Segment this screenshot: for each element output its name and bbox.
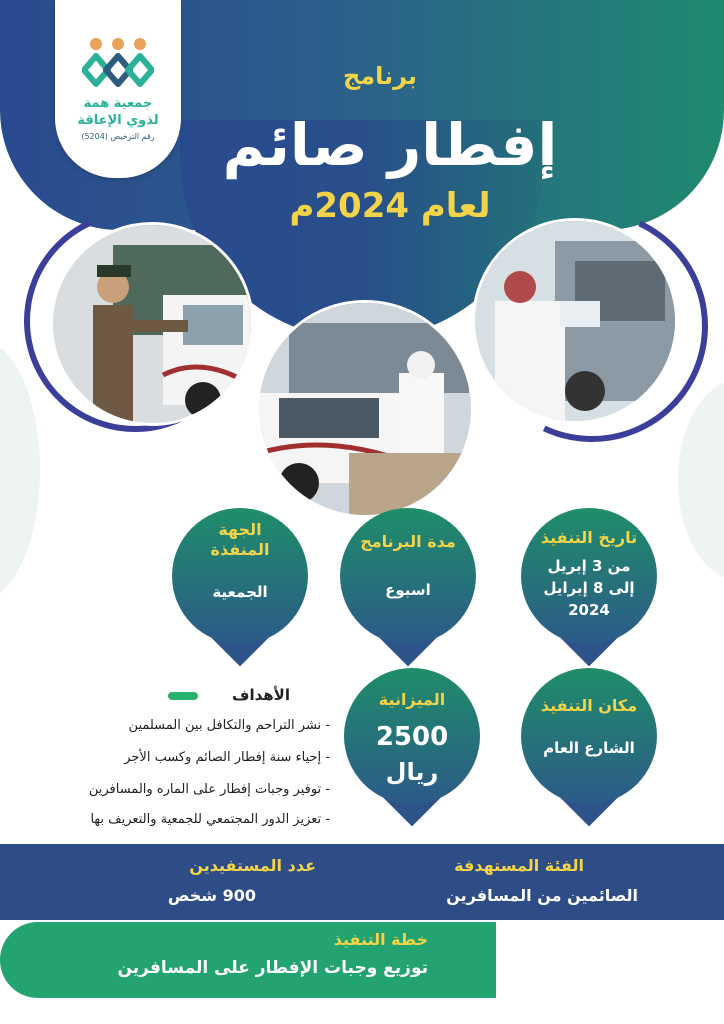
goal-item: - توفير وجبات إفطار على الماره والمسافرين	[88, 782, 330, 797]
executing-party-value: الجمعية	[212, 583, 268, 601]
organization-logo-icon	[82, 36, 154, 94]
card-execution-date	[521, 508, 657, 666]
execution-location-value: الشارع العام	[543, 739, 635, 757]
goal-item: - نشر التراحم والتكافل بين المسلمين	[128, 718, 330, 733]
program-duration-title: مدة البرنامج	[360, 532, 456, 551]
execution-plan-value: توزيع وجبات الإفطار على المسافرين	[117, 958, 428, 978]
card-execution-location	[521, 668, 657, 826]
goals-heading: الأهداف	[232, 686, 290, 704]
program-duration-value: اسبوع	[385, 581, 431, 599]
budget-title: الميزانية	[378, 690, 446, 709]
execution-plan-band	[0, 922, 496, 998]
photo-officer-distributing	[50, 222, 254, 426]
right-decor-circle	[678, 380, 724, 580]
execution-date-year: 2024	[568, 601, 610, 619]
execution-date-title: تاريخ التنفيذ	[540, 528, 638, 547]
target-group-title: الفئة المستهدفة	[454, 856, 584, 875]
organization-logo	[55, 0, 181, 178]
execution-date-to: إلى 8 إبرايل	[543, 579, 635, 597]
card-program-duration	[340, 508, 476, 666]
photo-volunteer2-image	[475, 221, 675, 421]
goal-item: - إحياء سنة إفطار الصائم وكسب الأجر	[124, 750, 330, 765]
organization-registration: رقم الترخيص (5204)	[81, 132, 155, 141]
execution-location-title: مكان التنفيذ	[540, 696, 638, 715]
executing-party-title-1: الجهة	[218, 520, 262, 539]
photo-officer-image	[53, 225, 251, 423]
target-group-value: الصائمين من المسافرين	[446, 886, 638, 905]
execution-date-from: من 3 إبريل	[547, 557, 631, 575]
goal-item: - تعزيز الدور المجتمعي للجمعية والتعريف بها	[90, 812, 330, 827]
organization-subtitle: لذوي الإعاقة	[77, 113, 159, 128]
photo-volunteer-window	[472, 218, 678, 424]
target-beneficiaries-band	[0, 844, 724, 920]
budget-amount: 2500	[375, 722, 449, 752]
card-budget	[344, 668, 480, 826]
beneficiaries-value: 900 شخص	[167, 886, 256, 905]
beneficiaries-title: عدد المستفيدين	[189, 856, 316, 875]
left-decor-circle	[0, 340, 40, 600]
program-title: إفطار صائم	[222, 111, 558, 179]
organization-name: جمعية همة	[83, 96, 153, 111]
program-label: برنامج	[342, 62, 418, 90]
photo-volunteer-image	[259, 303, 471, 515]
execution-plan-title: خطة التنفيذ	[333, 930, 428, 949]
card-executing-party	[172, 508, 308, 666]
executing-party-title-2: المنفذة	[210, 540, 270, 559]
budget-currency: ريال	[385, 758, 439, 786]
photo-volunteer-car	[256, 300, 474, 518]
goals-heading-accent	[168, 692, 198, 700]
program-year: لعام 2024م	[289, 186, 491, 226]
